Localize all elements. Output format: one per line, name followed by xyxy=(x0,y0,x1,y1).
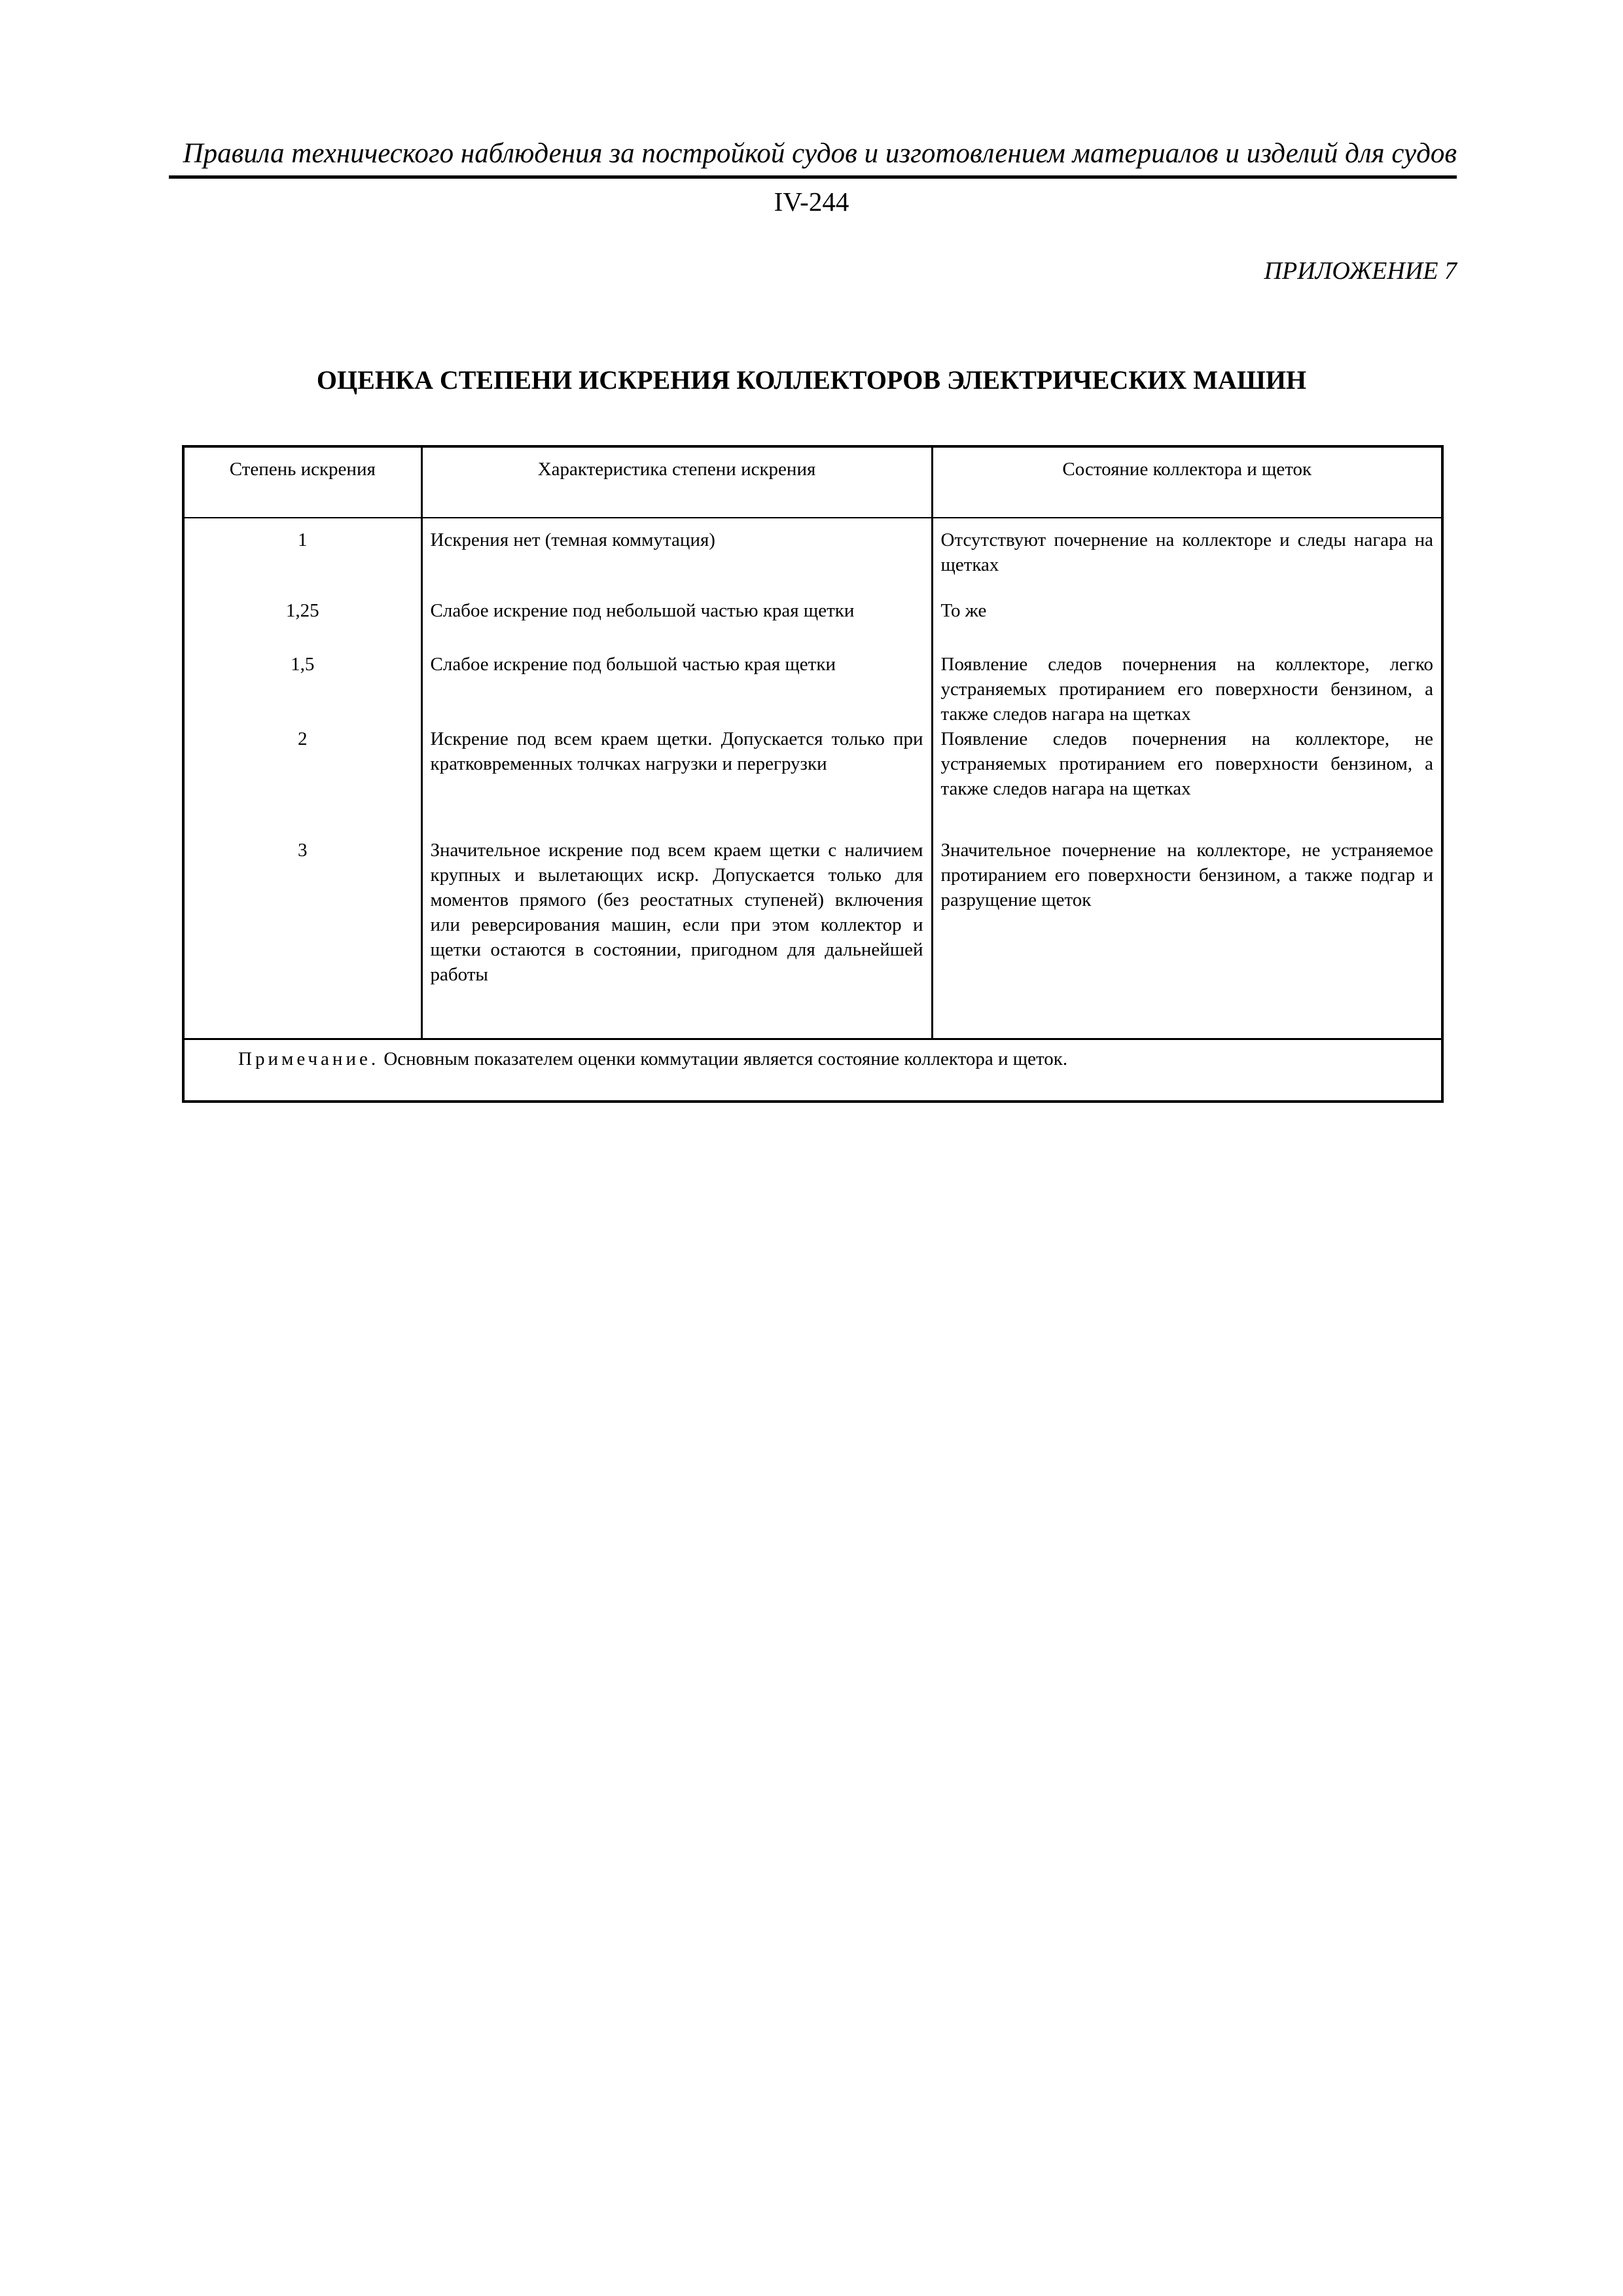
table-row xyxy=(185,598,1441,652)
running-header-title: Правила технического наблюдения за постройкой судов и изготовлением материалов и изделий для судов xyxy=(183,138,1457,169)
appendix-label: ПРИЛОЖЕНИЕ 7 xyxy=(1264,257,1457,285)
cell-degree: 2 xyxy=(298,728,308,749)
sparking-degree-table xyxy=(185,448,1441,1100)
cell-condition: Значительное почернение на коллекторе, не устраняемое протиранием его поверхности бензином, а также подгар и разрущение щеток xyxy=(932,838,1441,1039)
cell-characteristic: Искрение под всем краем щетки. Допускается только при кратковременных толчках нагрузки и перегрузки xyxy=(421,726,932,838)
table-row xyxy=(185,652,1441,726)
column-header-characteristic: Характеристика степени искрения xyxy=(421,448,932,518)
column-header-degree: Степень искрения xyxy=(185,448,421,518)
cell-degree: 3 xyxy=(298,840,308,861)
note-text: Основным показателем оценки коммутации является состояние коллектора и щеток. xyxy=(383,1049,1068,1069)
note-label: Примечание. xyxy=(238,1049,380,1069)
table-header-row xyxy=(185,448,1441,518)
cell-condition: Появление следов почернения на коллекторе, легко устраняемых протиранием его поверхности бензином, а также следов нагара на щетках xyxy=(932,652,1441,726)
cell-degree: 1 xyxy=(298,529,308,550)
table-note-row xyxy=(185,1039,1441,1101)
header-rule xyxy=(169,175,1457,179)
cell-degree: 1,5 xyxy=(291,654,315,675)
page-number: IV-244 xyxy=(774,187,849,217)
table-row xyxy=(185,726,1441,838)
table-note xyxy=(185,1039,1441,1101)
cell-characteristic: Слабое искрение под большой частью края щетки xyxy=(421,652,932,726)
sparking-table-frame xyxy=(182,445,1444,1103)
cell-condition: То же xyxy=(932,598,1441,652)
cell-characteristic: Значительное искрение под всем краем щетки с наличием крупных и вылетающих искр. Допускается только для моментов прямого (без реостатных ступеней) включения или реверсирования машин, если при этом коллектор и щетки остаются в состоянии, пригодном для дальнейшей работы xyxy=(421,838,932,1039)
cell-degree: 1,25 xyxy=(285,600,319,621)
document-heading: ОЦЕНКА СТЕПЕНИ ИСКРЕНИЯ КОЛЛЕКТОРОВ ЭЛЕКТРИЧЕСКИХ МАШИН xyxy=(316,365,1307,395)
cell-condition: Отсутствуют почернение на коллекторе и следы нагара на щетках xyxy=(932,518,1441,598)
table-row xyxy=(185,518,1441,598)
cell-condition: Появление следов почернения на коллекторе, не устраняемых протиранием его поверхности бензином, а также следов нагара на щетках xyxy=(932,726,1441,838)
table-row xyxy=(185,838,1441,1039)
cell-characteristic: Слабое искрение под небольшой частью края щетки xyxy=(421,598,932,652)
column-header-condition: Состояние коллектора и щеток xyxy=(932,448,1441,518)
cell-characteristic: Искрения нет (темная коммутация) xyxy=(421,518,932,598)
